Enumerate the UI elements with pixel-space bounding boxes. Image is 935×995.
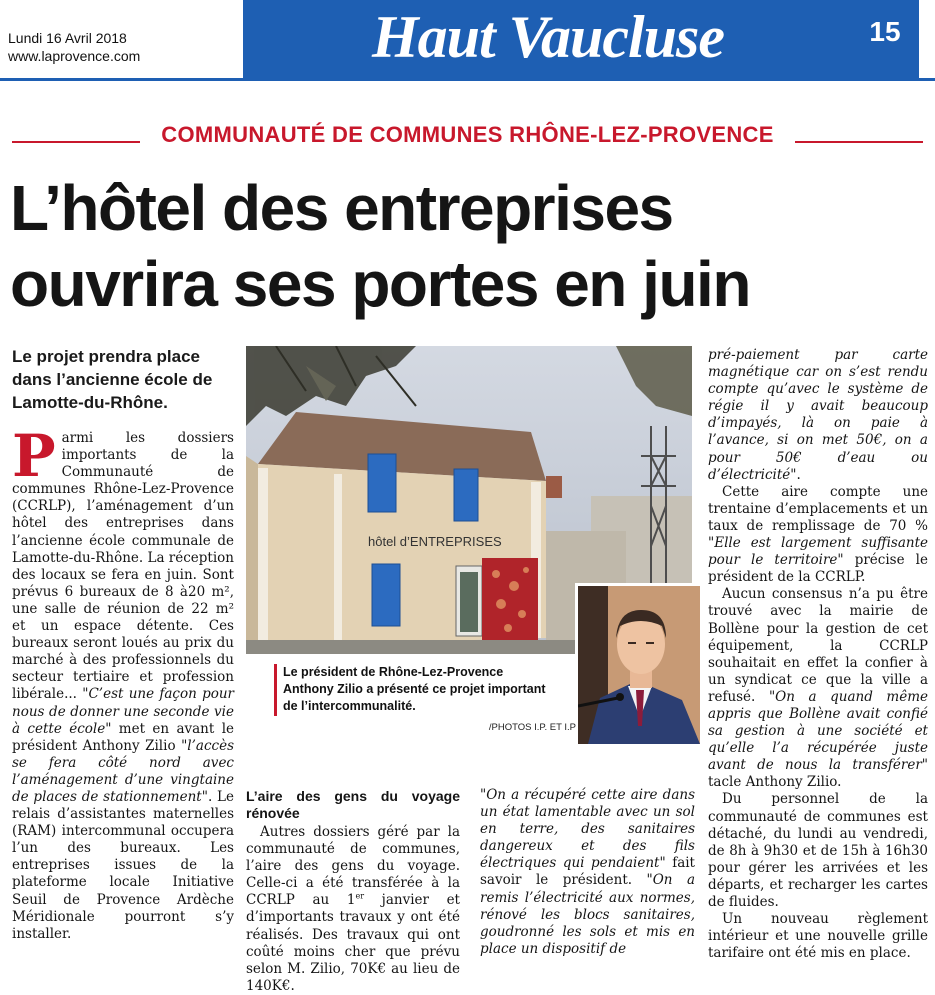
issue-date: Lundi 16 Avril 2018 <box>8 30 127 46</box>
header-rule <box>0 78 935 81</box>
paragraph <box>708 484 928 587</box>
text-run: . <box>796 466 801 483</box>
section-title: Haut Vaucluse <box>371 4 725 70</box>
article-column-2 <box>246 788 460 995</box>
caption-rule <box>274 664 277 716</box>
portrait-illustration <box>578 586 700 744</box>
quote: "On a récupéré cette aire dans un état lamentable avec un sol en terre, des sanitaires dangereux et des fils électriques qui pendaient" <box>480 787 695 872</box>
text-run: précise le président de la CCRLP. <box>708 552 928 586</box>
paragraph: Un nouveau règlement intérieur et une nouvelle grille tarifaire ont été mis en place. <box>708 911 928 962</box>
photo-credit: /PHOTOS I.P. ET I.P <box>488 722 576 733</box>
text-run: armi les dossiers importants de la Communauté de communes Rhône-Lez-Provence (CCRLP), l’aménagement d’un hôtel des entreprises dans l’ancienne école communale de Lamotte-du-Rhône. La réception des locaux se fera en juin. Sont prévus 6 bureaux de 8 à20 m², une salle de réunion de 22 m² et un espace détente. Ces bureaux seront loués au prix du marché à des professionnels du secteur tertiaire et profession libérale... <box>12 430 234 703</box>
article-column-3 <box>480 787 695 958</box>
paragraph: Du personnel de la communauté de communes est détaché, du lundi au vendredi, de 8h à 9h30 et de 15h à 16h30 pour gérer les arrivées et les départs, et recharger les cartes de fluides. <box>708 791 928 910</box>
paragraph <box>708 586 928 791</box>
page-number: 15 <box>869 16 901 47</box>
photo-caption: Le président de Rhône-Lez-Provence Anthony Zilio a présenté ce projet important de l’intercommunalité. <box>283 665 546 713</box>
ordinal: er <box>355 891 365 901</box>
quote: "l’accès se fera côté nord avec l’aménagement d’une vingtaine de places de stationnement" <box>12 737 234 805</box>
text-run: Cette aire compte une trentaine d’emplacements et un taux de remplissage de 70 % <box>708 483 928 534</box>
paragraph <box>708 347 928 484</box>
paragraph <box>246 824 460 995</box>
text-run: Aucun consensus n’a pu être trouvé avec la mairie de Bollène pour la gestion de cet équipement, la CCRLP souhaitait en effet la confier à un syndicat ce que la ville a refusé. <box>708 586 928 705</box>
paragraph-intro <box>12 422 234 943</box>
paragraph <box>480 787 695 958</box>
text-run: met en avant le président Anthony Zilio <box>12 720 234 754</box>
text-run: janvier et d’importants travaux y ont été réalisés. Des travaux qui ont coûté moins cher que prévu selon M. Zilio, 70K€ au lieu de 140K€. <box>246 892 460 994</box>
website-link[interactable]: www.laprovence.com <box>8 48 141 64</box>
dropcap: P <box>12 422 56 490</box>
quote: "On a remis l’électricité aux normes, rénové les blocs sanitaires, goudronné les sols et mis en place un dispositif de <box>480 872 695 957</box>
headline-line-2: ouvrira ses portes en juin <box>10 248 750 320</box>
sign-text: hôtel d’ENTREPRISES <box>368 534 502 549</box>
text-run: tacle Anthony Zilio. <box>708 774 842 791</box>
article-column-4 <box>708 347 928 962</box>
text-run: fait savoir le président. <box>480 855 695 889</box>
portrait-photo <box>575 583 700 744</box>
lead: Le projet prendra place dans l’ancienne école de Lamotte-du-Rhône. <box>12 347 213 412</box>
text-run: Autres dossiers géré par la communauté de communes, l’aire des gens du voyage. Celle-ci a été transférée à la CCRLP au 1 <box>246 824 460 909</box>
quote: pré-paiement par carte magnétique car on s’est rendu compte qu’avec le système de régie il y avait beaucoup d’impayés, là on paie à l’avance, si on met 50€, on a pour 50€ d’eau ou d’électricité" <box>708 347 928 483</box>
quote: "C’est une façon pour nous de donner une seconde vie à cette école" <box>12 686 234 737</box>
headline-line-1: L’hôtel des entreprises <box>10 172 673 244</box>
article-column-1 <box>12 422 234 943</box>
kicker: COMMUNAUTÉ DE COMMUNES RHÔNE-LEZ-PROVENCE <box>161 122 774 147</box>
text-run: . Le relais d’assistantes maternelles (RAM) intercommunal occupera l’un des bureaux. Les entreprises issues de la plateforme locale Initiative Seuil de Provence Ardèche Méridionale pourront s’y installer. <box>12 788 234 942</box>
subhead: L’aire des gens du voyage rénovée <box>246 788 460 821</box>
quote: "On a quand même appris que Bollène avait confié sa gestion à une société et qu’elle l’a récupérée juste avant de nous la transférer" <box>708 688 929 774</box>
headline <box>10 170 925 322</box>
quote: "Elle est largement suffisante pour le territoire" <box>708 535 928 569</box>
